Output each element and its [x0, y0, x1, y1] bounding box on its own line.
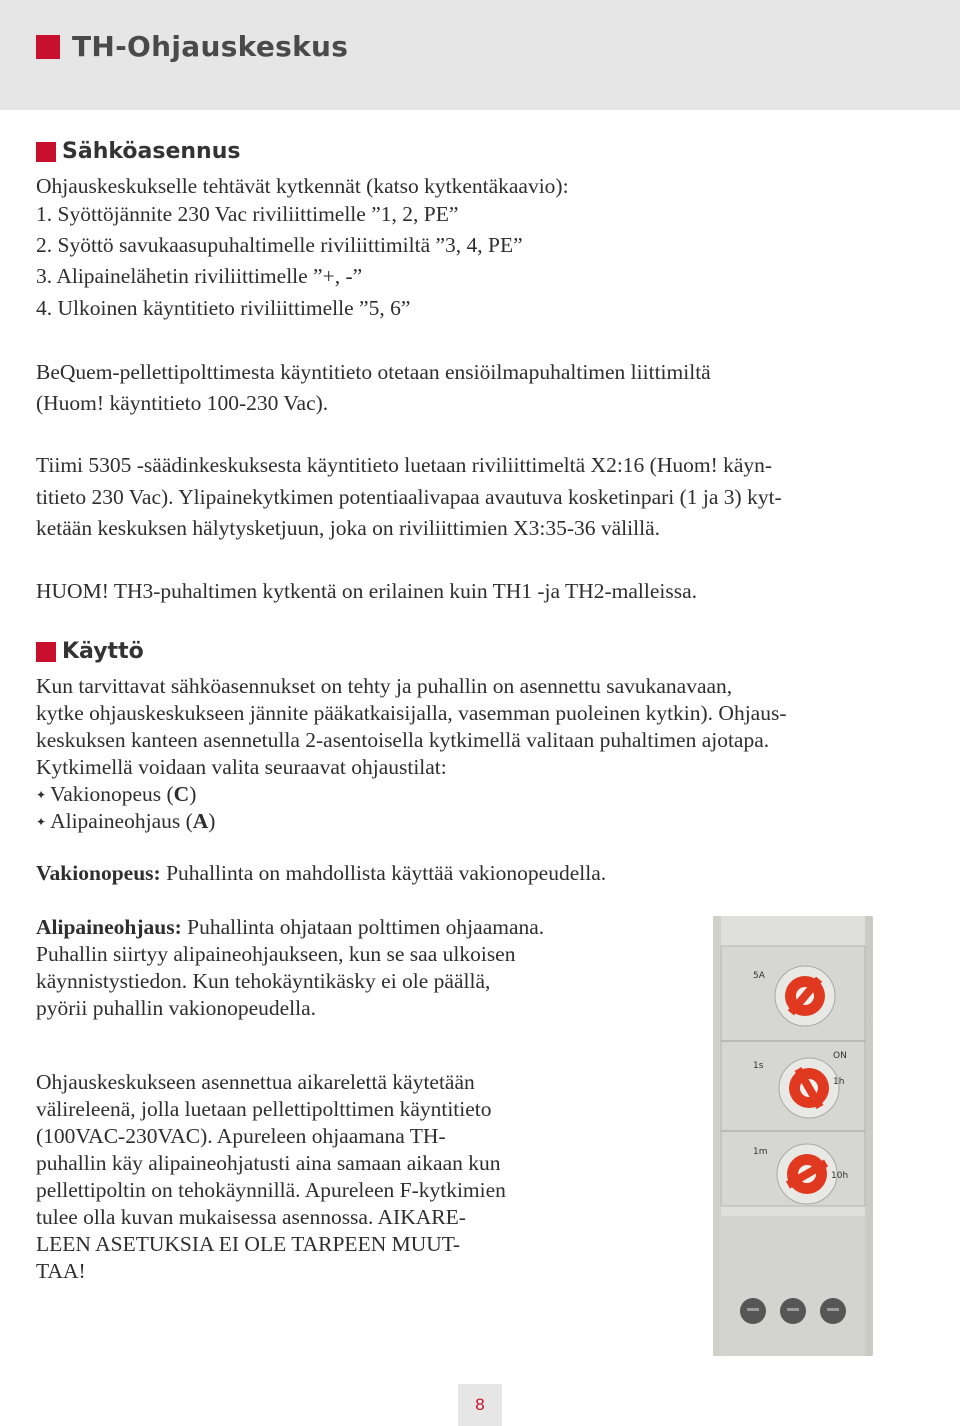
bullet-icon: ✦ [36, 788, 47, 802]
vakionopeus-line: Vakionopeus: Puhallinta on mahdollista käyttää vakionopeudella. [36, 861, 607, 885]
relay-photo [713, 916, 873, 1356]
list-item: ✦ Alipaineohjaus (A) [36, 809, 216, 833]
red-square-icon [36, 35, 60, 59]
dial-3 [777, 1144, 837, 1204]
note-line: HUOM! TH3-puhaltimen kytkentä on erilainen kuin TH1 -ja TH2-malleissa. [36, 579, 697, 603]
photo-label: 1s [753, 1061, 764, 1071]
paragraph-line: Kytkimellä voidaan valita seuraavat ohjaustilat: [36, 755, 447, 779]
list-item: ✦ Vakionopeus (C) [36, 782, 197, 806]
term-label: Alipaineohjaus: [36, 915, 182, 939]
photo-label: 1m [753, 1147, 768, 1157]
red-square-icon [36, 142, 56, 162]
paragraph-line: titieto 230 Vac). Ylipainekytkimen potentiaalivapaa avautuva kosketinpari (1 ja 3) kyt- [36, 485, 782, 509]
list-item: 4. Ulkoinen käyntitieto riviliittimelle ”5, 6” [36, 296, 411, 320]
paragraph-line: BeQuem-pellettipolttimesta käyntitieto otetaan ensiöilmapuhaltimen liittimiltä [36, 360, 711, 384]
list-item: 2. Syöttö savukaasupuhaltimelle riviliittimiltä ”3, 4, PE” [36, 233, 523, 257]
intro-line: Ohjauskeskukselle tehtävät kytkennät (katso kytkentäkaavio): [36, 174, 569, 198]
list-item: 3. Alipainelähetin riviliittimelle ”+, -” [36, 264, 363, 288]
paragraph-line: TAA! [36, 1259, 86, 1283]
section-heading-kaytto [36, 639, 144, 664]
photo-label: 10h [831, 1171, 849, 1181]
paragraph-line: kytke ohjauskeskukseen jännite pääkatkaisijalla, vasemman puoleinen kytkin). Ohjaus- [36, 701, 787, 725]
section-title: Käyttö [62, 639, 144, 664]
red-square-icon [36, 642, 56, 662]
paragraph-line: Tiimi 5305 -säädinkeskuksesta käyntitieto luetaan riviliittimeltä X2:16 (Huom! käyn- [36, 453, 773, 477]
photo-label: ON [833, 1051, 847, 1061]
paragraph-line: pyörii puhallin vakionopeudella. [36, 996, 317, 1020]
section-heading-sahkoasennus [36, 139, 240, 164]
alipaineohjaus-line: Alipaineohjaus: Puhallinta ohjataan polttimen ohjaamana. [36, 915, 545, 939]
paragraph-line: Ohjauskeskukseen asennettua aikarelettä käytetään [36, 1070, 475, 1094]
photo-label: 1h [833, 1077, 845, 1087]
paragraph-line: Kun tarvittavat sähköasennukset on tehty ja puhallin on asennettu savukanavaan, [36, 674, 733, 698]
page-header [36, 30, 348, 63]
photo-label: 5A [753, 971, 765, 981]
paragraph-line: (100VAC-230VAC). Apureleen ohjaamana TH- [36, 1124, 446, 1148]
paragraph-line: pellettipoltin on tehokäynnillä. Apureleen F-kytkimien [36, 1178, 506, 1202]
paragraph-line: tulee olla kuvan mukaisessa asennossa. AIKARE- [36, 1205, 466, 1229]
dial-1 [775, 966, 835, 1026]
paragraph-line: LEEN ASETUKSIA EI OLE TARPEEN MUUT- [36, 1232, 461, 1256]
section-title: Sähköasennus [62, 139, 241, 164]
page-number: 8 [458, 1384, 502, 1426]
paragraph-line: käynnistystiedon. Kun tehokäyntikäsky ei ole päällä, [36, 969, 491, 993]
paragraph-line: keskuksen kanteen asennetulla 2-asentoisella kytkimellä valitaan puhaltimen ajotapa. [36, 728, 770, 752]
list-item: 1. Syöttöjännite 230 Vac riviliittimelle ”1, 2, PE” [36, 202, 459, 226]
page-title: TH-Ohjauskeskus [72, 30, 349, 63]
paragraph-line: välireleenä, jolla luetaan pellettipolttimen käyntitieto [36, 1097, 492, 1121]
paragraph-line: puhallin käy alipaineohjatusti aina samaan aikaan kun [36, 1151, 501, 1175]
paragraph-line: (Huom! käyntitieto 100-230 Vac). [36, 391, 329, 415]
term-label: Vakionopeus: [36, 861, 161, 885]
dial-2 [779, 1058, 839, 1118]
bullet-icon: ✦ [36, 815, 47, 829]
paragraph-line: ketään keskuksen hälytysketjuun, joka on riviliittimien X3:35-36 välillä. [36, 516, 660, 540]
paragraph-line: Puhallin siirtyy alipaineohjaukseen, kun se saa ulkoisen [36, 942, 516, 966]
